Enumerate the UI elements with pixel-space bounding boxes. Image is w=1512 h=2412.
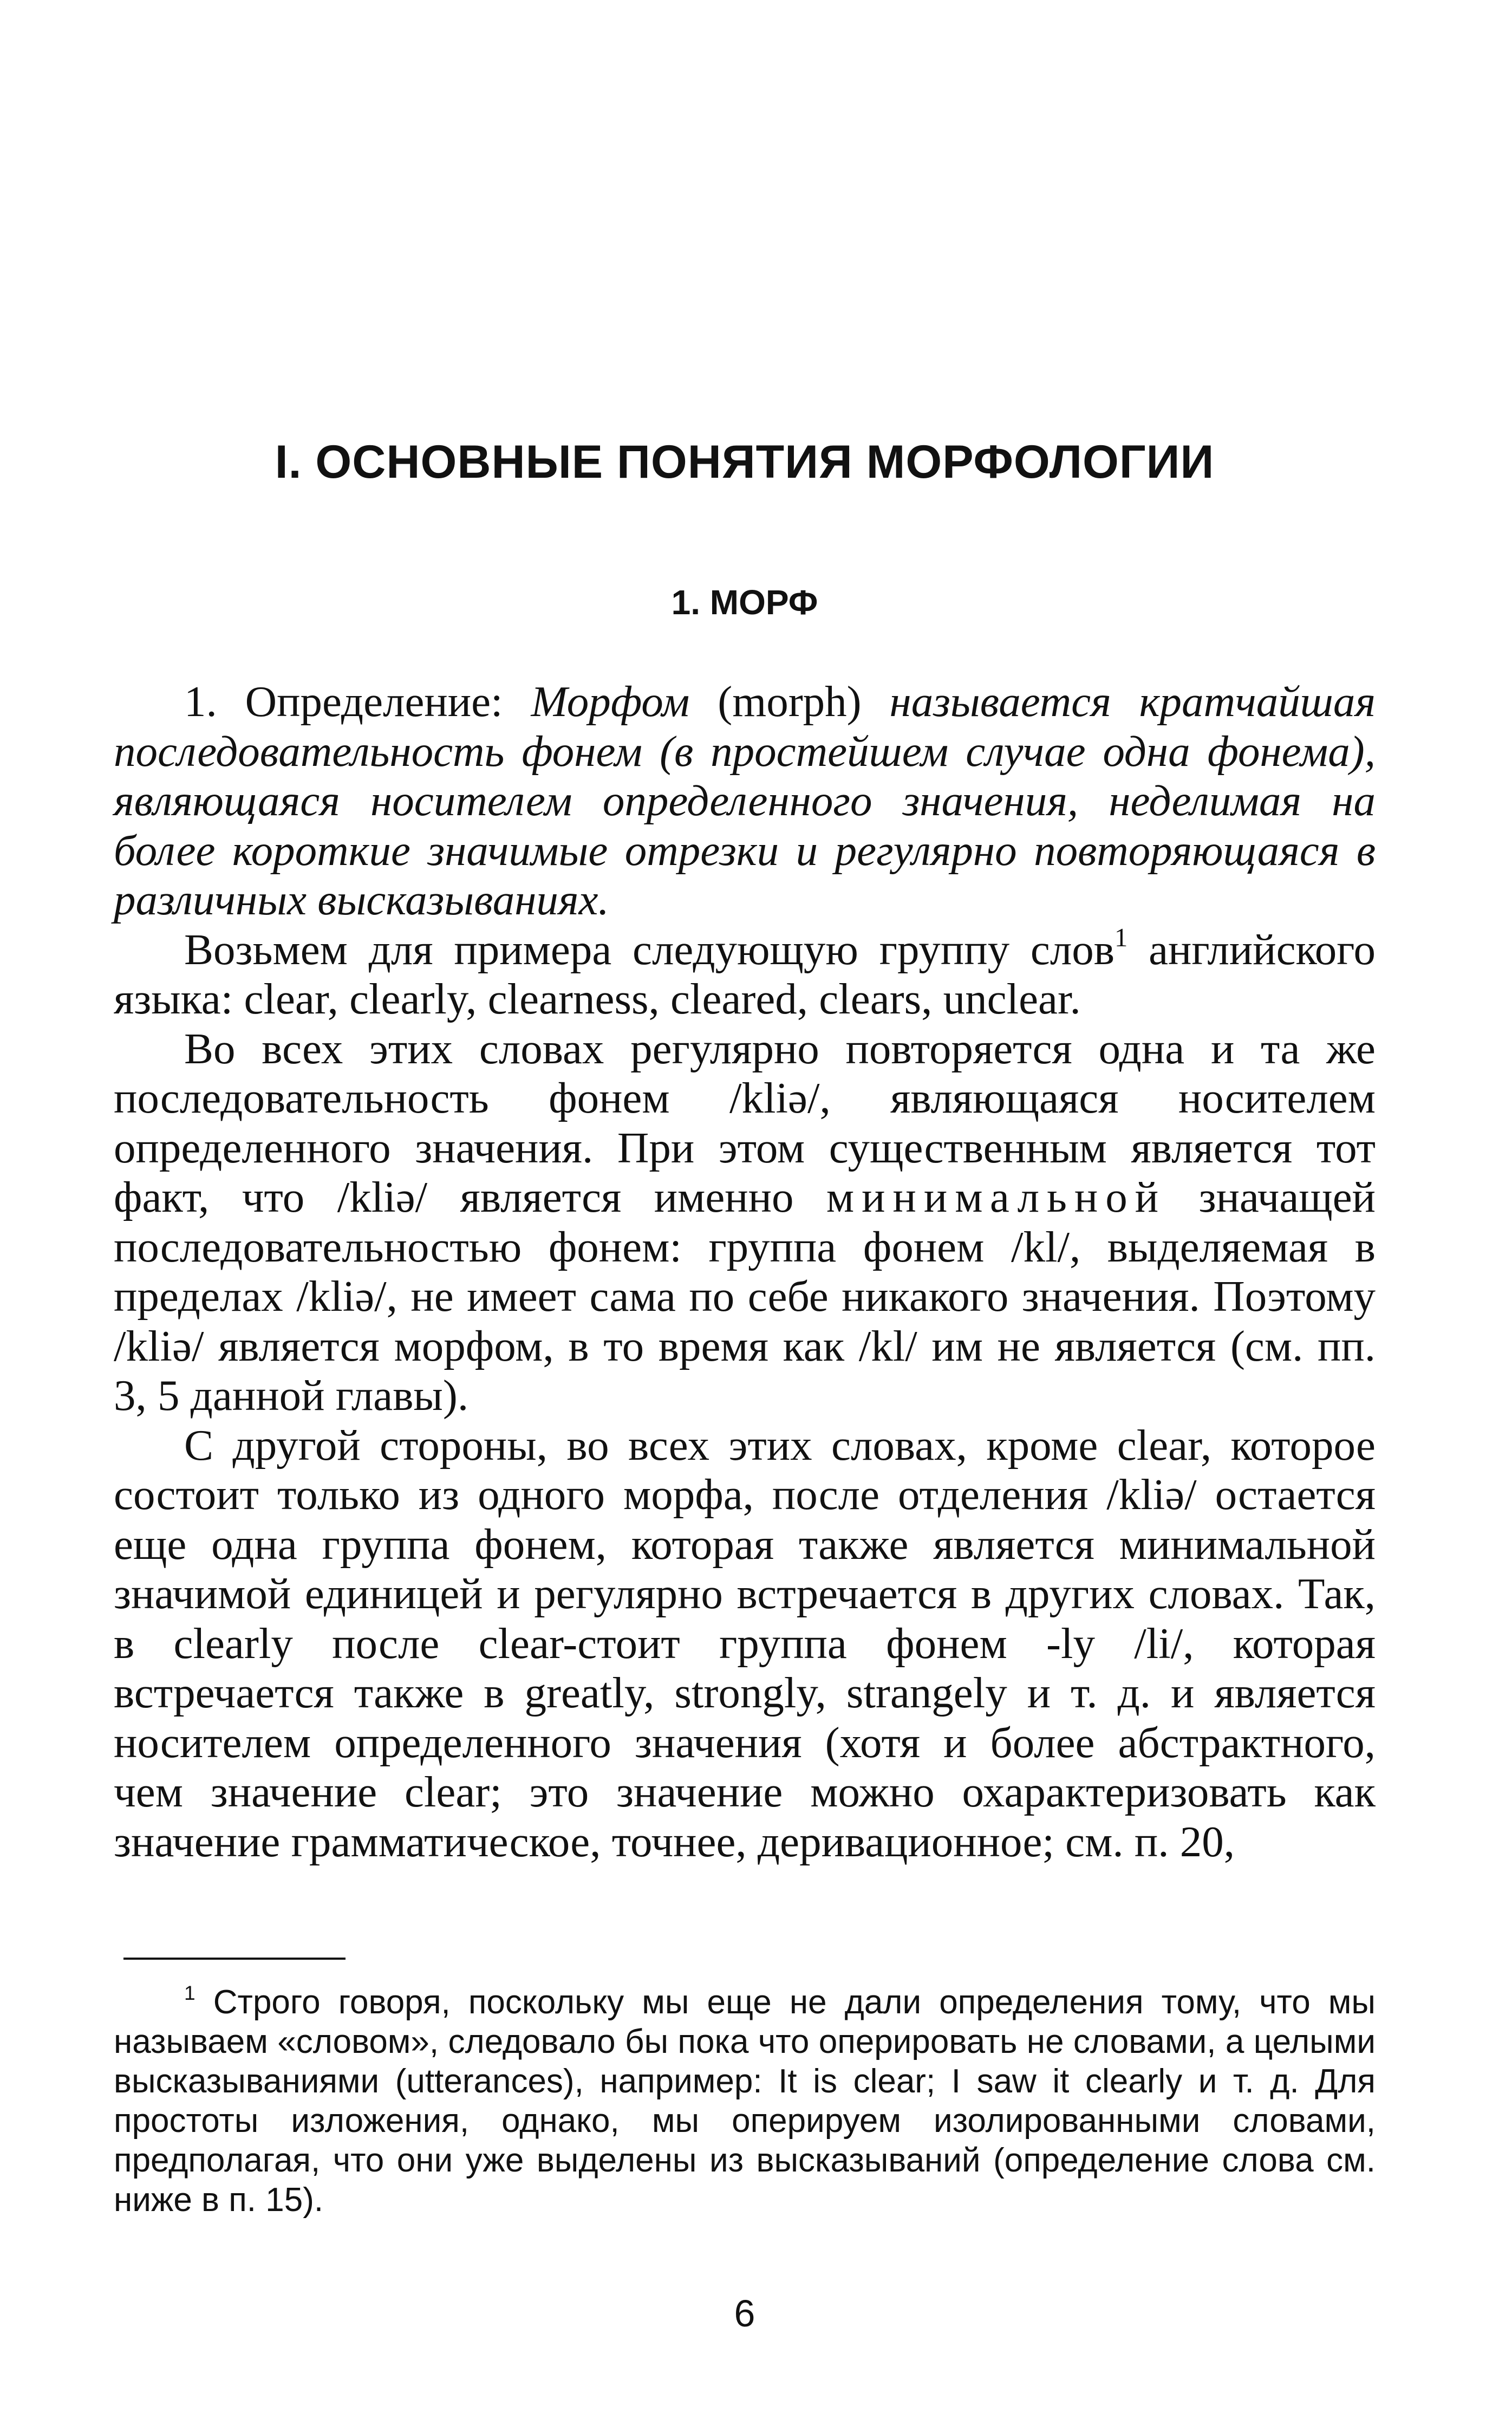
page-number: 6 [734,2292,755,2335]
footnote-text: Строго говоря, поскольку мы еще не дали определения тому, что мы называем «словом», следовало бы пока что оперировать не словами, а целыми высказываниями (utterances), например: It is clear; I saw it clearly и т. д. Для простоты изложения, однако, мы оперируем изолированными словами, предполагая, что они уже выделены из высказываний (определение слова см. ниже в п. 15). [114,1984,1376,2219]
paragraph-minimal [114,1024,1376,1421]
definition-paren: (morph) [689,677,890,726]
example-text-before: Возьмем для примера следующую группу слов [184,925,1115,974]
minimal-emphasis: минимальной [826,1173,1166,1221]
footnote-marker: 1 [184,1981,195,2004]
book-page [114,0,1376,2412]
definition-text: называется кратчайшая последовательность фонем (в простейшем случае одна фонема), являющаяся носителем определенного значения, неделимая на более короткие значимые отрезки и регулярно повторяющаяся в различных высказываниях. [114,677,1376,924]
minimal-text-before: Во всех этих словах регулярно повторяется одна и та же последовательность фонем /kliə/, являющаяся носителем определенного значения. При этом существенным является тот факт, что /kliə/ является именно [114,1024,1376,1221]
paragraph-other-side: С другой стороны, во всех этих словах, кроме clear, которое состоит только из одного морфа, после отделения /kliə/ остается еще одна группа фонем, которая также является минимальной значимой единицей и регулярно встречается в других словах. Так, в clearly после clear-стоит группа фонем -ly /li/, которая встречается также в greatly, strongly, strangely и т. д. и является носителем определенного значения (хотя и более абстрактного, чем значение clear; это значение можно охарактеризовать как значение грамматическое, точнее, деривационное; см. п. 20, [114,1420,1376,1866]
definition-lead: 1. Определение: [184,677,531,726]
chapter-title: I. ОСНОВНЫЕ ПОНЯТИЯ МОРФОЛОГИИ [275,436,1215,488]
paragraph-example [114,922,1376,1024]
section-title: 1. МОРФ [671,583,818,622]
footnote-divider [123,1958,346,1960]
minimal-text-after: значащей последовательностью фонем: группа фонем /kl/, выделяемая в пределах /kliə/, не имеет сама по себе никакого значения. Поэтому /kliə/ является морфом, в то время как /kl/ им не является (см. пп. 3, 5 данной главы). [114,1173,1376,1420]
footnote [114,1982,1376,2220]
footnote-reference: 1 [1114,922,1128,952]
paragraph-definition [114,677,1376,925]
example-text-after: английского языка: clear, clearly, clearness, cleared, clears, unclear. [114,925,1376,1023]
definition-term: Морфом [531,677,690,726]
main-text [114,677,1376,1867]
